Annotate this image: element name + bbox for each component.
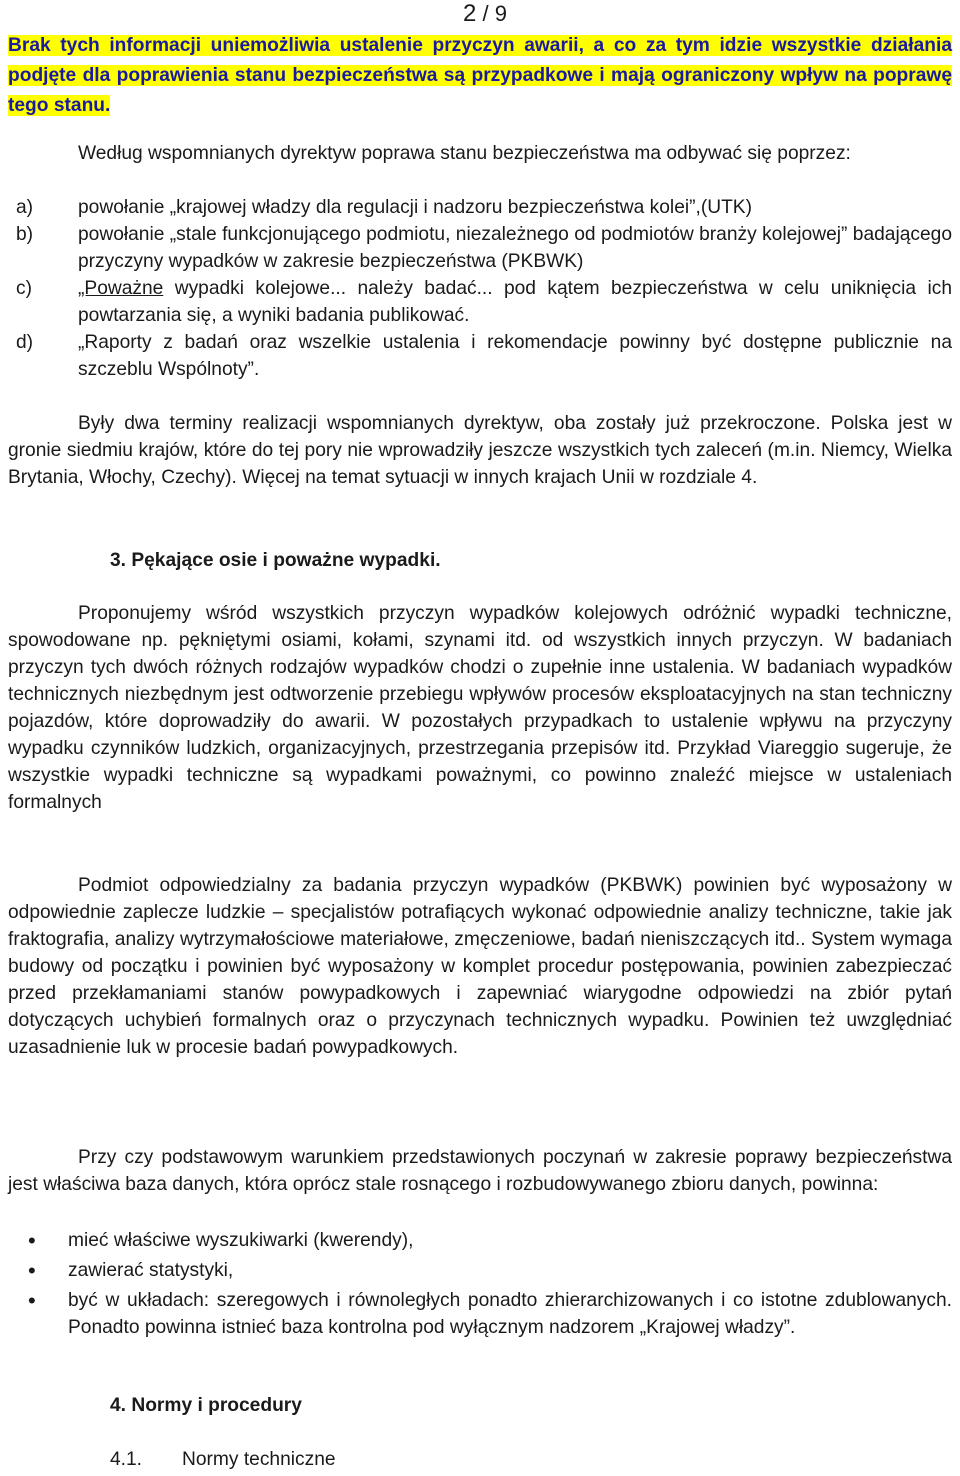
intro-text: Według wspomnianych dyrektyw poprawa stanu bezpieczeństwa ma odbywać się poprzez: <box>78 143 851 164</box>
list-marker: d) <box>16 332 34 353</box>
page-current: 2 <box>463 0 477 27</box>
propose-text: Proponujemy wśród wszystkich przyczyn wypadków kolejowych odróżnić wypadki techniczne, spowodowane np. pękniętymi osiami, kołami, szynami itd. od wszystkich innych przyczyn. W badaniach przyczyn tych dwóch różnych rodzajów wypadków chodzi o zupełnie inne ustalenia. W badaniach wypadków technicznych niezbędnym jest odtworzenie przebiegu wpływów procesów eksploatacyjnych na stan techniczny pojazdów, które doprowadziły do awarii. W pozostałych przypadkach to ustalenie wpływu na przyczyny wypadku czynników ludzkich, organizacyjnych, przestrzegania przepisów itd. Przykład Viareggio sugeruje, że wszystkie wypadki techniczne są wypadkami poważnymi, co powinno znaleźć miejsce w ustaleniach formalnych <box>8 603 952 813</box>
list-item <box>8 329 952 383</box>
highlight-paragraph <box>8 31 952 121</box>
list-item <box>8 221 952 275</box>
list-item <box>8 275 952 329</box>
list-marker: a) <box>16 197 34 218</box>
subsection-4-1 <box>110 1446 336 1473</box>
bullet-item <box>8 1257 952 1284</box>
list-item-text: powołanie „krajowej władzy dla regulacji i nadzoru bezpieczeństwa kolei”,(UTK) <box>78 197 752 218</box>
bullet-icon: • <box>28 1228 36 1253</box>
subsection-number: 4.1. <box>110 1449 143 1470</box>
bullet-text: zawierać statystyki, <box>68 1260 234 1281</box>
entity-text: Podmiot odpowiedzialny za badania przyczyn wypadków (PKBWK) powinien być wyposażony w odpowiednie zaplecze ludzkie – specjalistów potrafiących wykonać odpowiednie analizy techniczne, takie jak fraktografia, analizy wytrzymałościowe materiałowe, zmęczeniowe, badań nieniszczących itd.. System wymaga budowy od początku i powinien być wyposażony w komplet procedur postępowania, powinien zabezpieczać przed przekłamaniami stanów powypadkowych i zapewniać wiarygodne odpowiedzi na zbiór pytań dotyczących uchybień formalnych oraz o przyczynach technicznych wypadku. Powinien też uwzględniać uzasadnienie luk w procesie badań powypadkowych. <box>8 875 952 1058</box>
bullet-icon: • <box>28 1288 36 1313</box>
list-item-text: „Raporty z badań oraz wszelkie ustalenia i rekomendacje powinny być dostępne publicznie na szczeblu Wspólnoty”. <box>78 332 952 380</box>
underlined-word: „Poważne <box>78 278 164 299</box>
terms-text: Były dwa terminy realizacji wspomnianych dyrektyw, oba zostały już przekroczone. Polska jest w gronie siedmiu krajów, które do tej pory nie wprowadziły jeszcze wszystkich tych zaleceń (m.in. Niemcy, Wielka Brytania, Włochy, Czechy). Więcej na temat sytuacji w innych krajach Unii w rozdziale 4. <box>8 413 952 488</box>
requirements-list <box>8 194 952 383</box>
highlighted-text: Brak tych informacji uniemożliwia ustalenie przyczyn awarii, a co za tym idzie wszystkie działania podjęte dla poprawienia stanu bezpieczeństwa są przypadkowe i mają ograniczony wpływ na poprawę tego stanu. <box>8 35 952 116</box>
list-marker: c) <box>16 278 32 299</box>
bullet-text: mieć właściwe wyszukiwarki (kwerendy), <box>68 1230 414 1251</box>
intro-paragraph <box>8 140 952 167</box>
section-heading-3: 3. Pękające osie i poważne wypadki. <box>110 550 441 571</box>
list-item <box>8 194 952 221</box>
database-paragraph <box>8 1144 952 1198</box>
propose-paragraph <box>8 600 952 816</box>
page-number <box>463 0 507 28</box>
bullet-text: być w układach: szeregowych i równoległych ponadto zhierarchizowanych i co istotne zdublowanych. Ponadto powinna istnieć baza kontrolna pod wyłącznym nadzorem „Krajowej władzy”. <box>68 1290 952 1338</box>
database-text: Przy czy podstawowym warunkiem przedstawionych poczynań w zakresie poprawy bezpieczeństwa jest właściwa baza danych, która oprócz stale rosnącego i rozbudowywanego zbioru danych, powinna: <box>8 1147 952 1195</box>
list-item-text: wypadki kolejowe... należy badać... pod kątem bezpieczeństwa w celu uniknięcia ich powtarzania się, a wyniki badania publikować. <box>78 278 952 326</box>
subsection-title: Normy techniczne <box>182 1449 336 1470</box>
list-item-text: powołanie „stale funkcjonującego podmiotu, niezależnego od podmiotów branży kolejowej” badającego przyczyny wypadków w zakresie bezpieczeństwa (PKBWK) <box>78 224 952 272</box>
terms-paragraph <box>8 410 952 491</box>
bullet-icon: • <box>28 1258 36 1283</box>
bullet-item <box>8 1287 952 1341</box>
page-total: / 9 <box>482 1 507 26</box>
entity-paragraph <box>8 872 952 1061</box>
bullet-item <box>8 1227 952 1254</box>
list-marker: b) <box>16 224 34 245</box>
section-heading-4: 4. Normy i procedury <box>110 1395 302 1416</box>
bullet-list <box>8 1227 952 1341</box>
